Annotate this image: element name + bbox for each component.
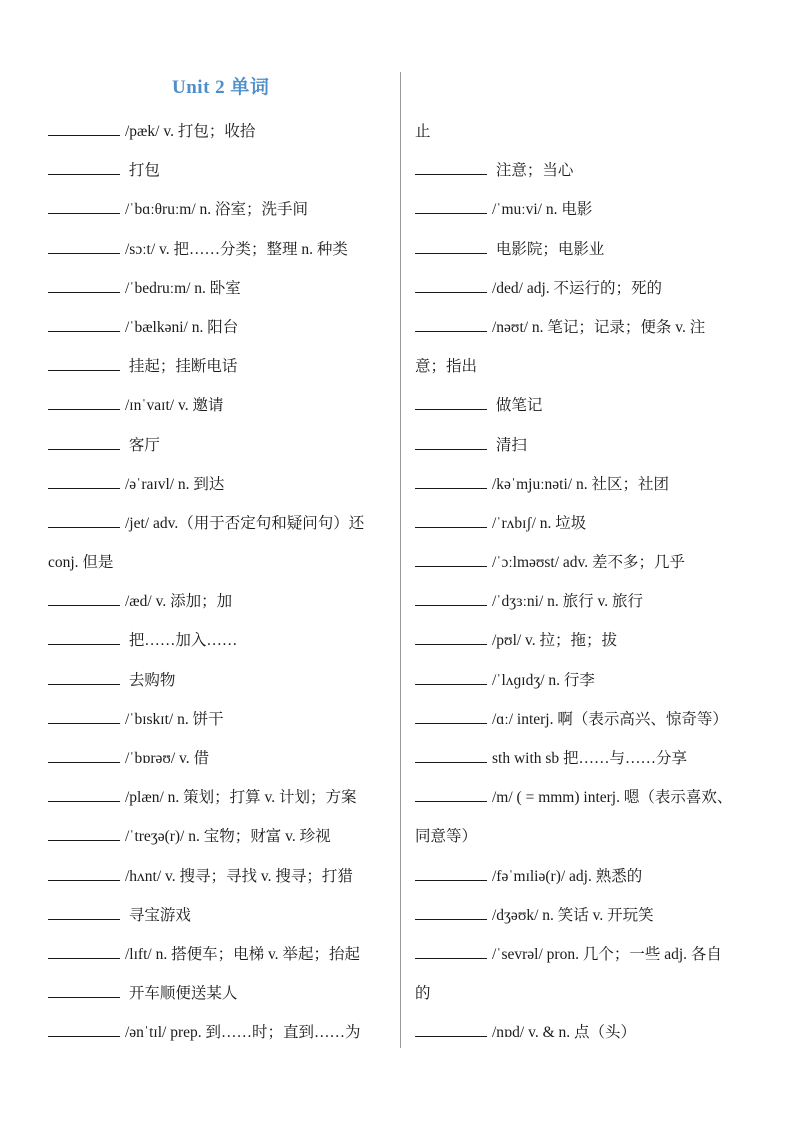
answer-blank[interactable]	[415, 631, 487, 645]
answer-blank[interactable]	[415, 945, 487, 959]
vocab-text: /jet/ adv.（用于否定句和疑问句）还	[125, 514, 365, 532]
vocab-line	[415, 465, 755, 504]
vocab-line	[415, 621, 755, 660]
vocab-line	[48, 269, 388, 308]
vocab-line	[48, 230, 388, 269]
answer-blank[interactable]	[48, 984, 120, 998]
vocab-line	[415, 817, 755, 856]
answer-blank[interactable]	[48, 240, 120, 254]
vocab-text: 做笔记	[492, 397, 543, 415]
answer-blank[interactable]	[415, 279, 487, 293]
answer-blank[interactable]	[415, 671, 487, 685]
vocab-text: 挂起；挂断电话	[125, 358, 238, 376]
vocab-line	[48, 426, 388, 465]
vocab-line	[415, 386, 755, 425]
vocab-text: 寻宝游戏	[125, 906, 191, 924]
answer-blank[interactable]	[415, 710, 487, 724]
answer-blank[interactable]	[48, 161, 120, 175]
vocab-line	[415, 347, 755, 386]
vocab-text: /ˈbɪskɪt/ n. 饼干	[125, 710, 224, 728]
vocab-text: /ˈtreʒə(r)/ n. 宝物；财富 v. 珍视	[125, 828, 331, 846]
right-column	[415, 112, 755, 1053]
vocab-line	[48, 543, 388, 582]
answer-blank[interactable]	[415, 592, 487, 606]
vocab-text: /ˈɔːlməʊst/ adv. 差不多；几乎	[492, 554, 686, 572]
vocab-line	[415, 739, 755, 778]
vocab-text: /m/ ( = mmm) interj. 嗯（表示喜欢、	[492, 789, 733, 807]
answer-blank[interactable]	[48, 906, 120, 920]
answer-blank[interactable]	[415, 318, 487, 332]
vocab-text: /pæk/ v. 打包；收拾	[125, 123, 256, 140]
vocab-text: /ˈsevrəl/ pron. 几个；一些 adj. 各自	[492, 945, 722, 963]
vocab-text: conj. 但是	[48, 554, 114, 572]
vocab-text: 开车顺便送某人	[125, 985, 238, 1003]
column-divider	[400, 72, 401, 1048]
vocab-line	[415, 426, 755, 465]
vocab-text: /dʒəʊk/ n. 笑话 v. 开玩笑	[492, 906, 654, 924]
vocab-line	[415, 896, 755, 935]
answer-blank[interactable]	[48, 631, 120, 645]
vocab-line	[48, 1013, 388, 1052]
vocab-line	[48, 151, 388, 190]
vocab-line	[48, 700, 388, 739]
vocab-text: /ˈbɒrəʊ/ v. 借	[125, 750, 210, 767]
answer-blank[interactable]	[48, 436, 120, 450]
vocab-line	[415, 308, 755, 347]
vocab-line	[415, 112, 755, 151]
vocab-text: /hʌnt/ v. 搜寻；寻找 v. 搜寻；打猎	[125, 867, 353, 885]
answer-blank[interactable]	[415, 396, 487, 410]
answer-blank[interactable]	[48, 827, 120, 841]
vocab-text: 同意等）	[415, 828, 478, 846]
answer-blank[interactable]	[415, 749, 487, 763]
vocab-line	[415, 269, 755, 308]
vocab-line	[48, 112, 388, 151]
answer-blank[interactable]	[48, 122, 120, 136]
vocab-text: /ded/ adj. 不运行的；死的	[492, 279, 663, 297]
vocab-text: 清扫	[492, 436, 527, 454]
answer-blank[interactable]	[48, 514, 120, 528]
answer-blank[interactable]	[415, 788, 487, 802]
vocab-text: 去购物	[125, 671, 176, 689]
vocab-line	[415, 857, 755, 896]
vocab-text: /ˈbɑːθruːm/ n. 浴室；洗手间	[125, 201, 309, 219]
vocab-text: /lɪft/ n. 搭便车；电梯 v. 举起；抬起	[125, 945, 360, 963]
vocab-line	[48, 896, 388, 935]
vocab-text: 的	[415, 985, 431, 1003]
vocab-text: 止	[415, 123, 431, 140]
answer-blank[interactable]	[48, 749, 120, 763]
vocab-line	[48, 504, 388, 543]
vocab-line	[415, 582, 755, 621]
vocab-line	[48, 347, 388, 386]
vocab-line	[48, 465, 388, 504]
vocab-text: /əˈraɪvl/ n. 到达	[125, 475, 225, 493]
vocab-text: 注意；当心	[492, 162, 574, 180]
left-column	[48, 112, 388, 1053]
page-title: Unit 2 单词	[172, 77, 270, 98]
vocab-line	[415, 778, 755, 817]
vocab-text: /pʊl/ v. 拉；拖；拔	[492, 632, 618, 650]
answer-blank[interactable]	[415, 906, 487, 920]
vocab-text: /ˈmuːvi/ n. 电影	[492, 201, 593, 219]
vocab-line	[415, 230, 755, 269]
vocab-line	[415, 974, 755, 1013]
vocab-line	[415, 543, 755, 582]
answer-blank[interactable]	[415, 514, 487, 528]
answer-blank[interactable]	[48, 592, 120, 606]
vocab-text: /ˈbedruːm/ n. 卧室	[125, 279, 241, 297]
vocab-text: 意；指出	[415, 358, 478, 376]
vocab-line	[48, 739, 388, 778]
answer-blank[interactable]	[48, 318, 120, 332]
vocab-text: 打包	[125, 162, 160, 180]
answer-blank[interactable]	[48, 200, 120, 214]
answer-blank[interactable]	[415, 867, 487, 881]
vocab-line	[415, 935, 755, 974]
answer-blank[interactable]	[415, 553, 487, 567]
vocab-text: /nɒd/ v. & n. 点（头）	[492, 1024, 637, 1042]
vocab-line	[48, 386, 388, 425]
vocab-text: /ˈrʌbɪʃ/ n. 垃圾	[492, 514, 587, 532]
vocab-text: 电影院；电影业	[492, 240, 605, 258]
vocab-text: /ənˈtɪl/ prep. 到……时；直到……为	[125, 1024, 361, 1042]
answer-blank[interactable]	[48, 1023, 120, 1037]
vocab-text: /ˈlʌɡɪdʒ/ n. 行李	[492, 671, 595, 689]
vocab-text: sth with sb 把……与……分享	[492, 750, 688, 767]
vocab-line	[415, 504, 755, 543]
answer-blank[interactable]	[415, 200, 487, 214]
vocab-line	[48, 935, 388, 974]
answer-blank[interactable]	[48, 671, 120, 685]
answer-blank[interactable]	[48, 788, 120, 802]
vocab-line	[48, 621, 388, 660]
answer-blank[interactable]	[415, 475, 487, 489]
vocab-text: /ˈbælkəni/ n. 阳台	[125, 318, 239, 336]
vocab-line	[48, 778, 388, 817]
vocab-line	[415, 1013, 755, 1052]
vocab-line	[415, 151, 755, 190]
answer-blank[interactable]	[415, 161, 487, 175]
answer-blank[interactable]	[48, 475, 120, 489]
answer-blank[interactable]	[415, 240, 487, 254]
vocab-line	[415, 190, 755, 229]
vocab-text: /fəˈmɪliə(r)/ adj. 熟悉的	[492, 867, 643, 885]
vocab-text: /æd/ v. 添加；加	[125, 593, 233, 611]
answer-blank[interactable]	[415, 436, 487, 450]
vocab-text: /nəʊt/ n. 笔记；记录；便条 v. 注	[492, 318, 706, 336]
vocab-text: /kəˈmjuːnəti/ n. 社区；社团	[492, 475, 669, 493]
vocab-line	[48, 190, 388, 229]
vocab-text: /plæn/ n. 策划；打算 v. 计划；方案	[125, 789, 357, 807]
vocab-text: /ɪnˈvaɪt/ v. 邀请	[125, 397, 224, 415]
answer-blank[interactable]	[48, 867, 120, 881]
vocab-text: /ˈdʒɜːni/ n. 旅行 v. 旅行	[492, 593, 644, 611]
vocab-text: 把……加入……	[125, 632, 238, 650]
vocab-text: /ɑː/ interj. 啊（表示高兴、惊奇等）	[492, 710, 728, 728]
answer-blank[interactable]	[48, 945, 120, 959]
vocab-line	[415, 700, 755, 739]
answer-blank[interactable]	[48, 357, 120, 371]
answer-blank[interactable]	[48, 279, 120, 293]
vocab-line	[48, 857, 388, 896]
answer-blank[interactable]	[415, 1023, 487, 1037]
vocab-line	[415, 661, 755, 700]
vocab-line	[48, 582, 388, 621]
vocab-line	[48, 308, 388, 347]
vocab-line	[48, 817, 388, 856]
vocab-line	[48, 661, 388, 700]
answer-blank[interactable]	[48, 396, 120, 410]
vocab-text: 客厅	[125, 436, 160, 454]
answer-blank[interactable]	[48, 710, 120, 724]
vocab-line	[48, 974, 388, 1013]
vocab-text: /sɔːt/ v. 把……分类；整理 n. 种类	[125, 240, 348, 258]
